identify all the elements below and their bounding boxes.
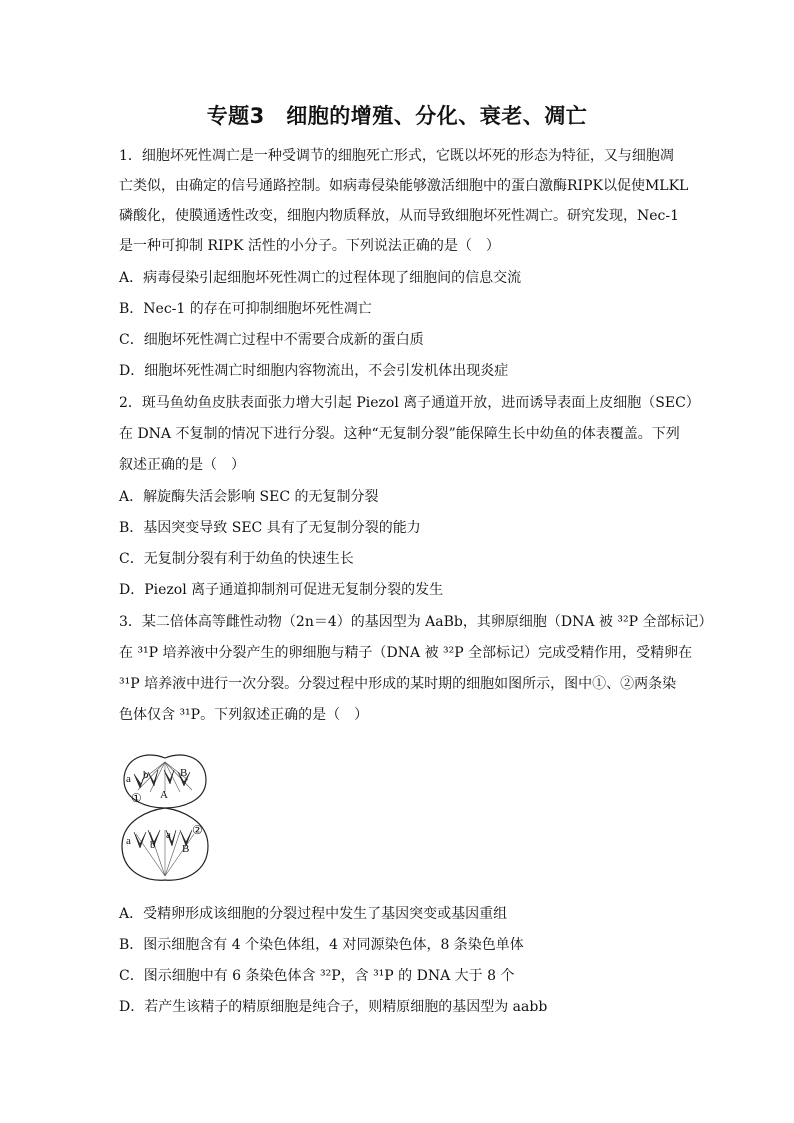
q1-line-3: 磷酸化，使膜通透性改变，细胞内物质释放，从而导致细胞坏死性凋亡。研究发现，Nec-1 <box>119 208 680 224</box>
label-bot-a-mid: a <box>166 829 171 841</box>
q1-line-1: 1．细胞坏死性凋亡是一种受调节的细胞死亡形式，它既以坏死的形态为特征，又与细胞凋 <box>119 148 674 164</box>
page-title: 专题3 细胞的增殖、分化、衰老、凋亡 <box>206 104 588 128</box>
q2-option-b: B．基因突变导致 SEC 具有了无复制分裂的能力 <box>119 520 421 536</box>
q3-line-3: ³¹P 培养液中进行一次分裂。分裂过程中形成的某时期的细胞如图所示，图中①、②两条染 <box>119 676 677 692</box>
label-bot-a-left: a <box>126 835 131 847</box>
q2-line-2: 在 DNA 不复制的情况下进行分裂。这种“无复制分裂”能保障生长中幼鱼的体表覆盖。下列 <box>119 426 680 442</box>
label-top-b: b <box>143 769 149 781</box>
q1-line-2: 亡类似，由确定的信号通路控制。如病毒侵染能够激活细胞中的蛋白激酶RIPK以促使MLKL <box>119 178 689 194</box>
label-circle-2: ② <box>192 823 203 837</box>
q3-line-1: 3．某二倍体高等雌性动物（2n＝4）的基因型为 AaBb，其卵原细胞（DNA 被 ³²P 全部标记） <box>119 614 713 630</box>
q3-line-4: 色体仅含 ³¹P。下列叙述正确的是（ ） <box>119 707 369 723</box>
q2-option-a: A．解旋酶失活会影响 SEC 的无复制分裂 <box>119 489 379 505</box>
cell-division-figure <box>120 748 210 886</box>
q3-option-d: D．若产生该精子的精原细胞是纯合子，则精原细胞的基因型为 aabb <box>119 999 548 1015</box>
q2-option-c: C．无复制分裂有利于幼鱼的快速生长 <box>119 551 354 567</box>
label-top-B: B <box>180 767 188 779</box>
q2-line-3: 叙述正确的是（ ） <box>119 457 245 473</box>
q2-option-d: D．Piezol 离子通道抑制剂可促进无复制分裂的发生 <box>119 582 444 598</box>
q3-option-c: C．图示细胞中有 6 条染色体含 ³²P，含 ³¹P 的 DNA 大于 8 个 <box>119 968 515 984</box>
q1-option-b: B．Nec-1 的存在可抑制细胞坏死性凋亡 <box>119 301 372 317</box>
label-bot-b: b <box>150 839 156 851</box>
label-circle-1: ① <box>131 791 142 805</box>
q1-option-d: D．细胞坏死性凋亡时细胞内容物流出，不会引发机体出现炎症 <box>119 363 509 379</box>
label-bot-B: B <box>182 843 190 855</box>
q2-line-1: 2．斑马鱼幼鱼皮肤表面张力增大引起 Piezol 离子通道开放，进而诱导表面上皮细胞（SEC） <box>119 395 700 411</box>
label-top-a: a <box>126 773 131 785</box>
label-top-A: A <box>160 789 168 801</box>
q3-option-b: B．图示细胞含有 4 个染色体组，4 对同源染色体，8 条染色单体 <box>119 937 524 953</box>
q1-option-a: A．病毒侵染引起细胞坏死性凋亡的过程体现了细胞间的信息交流 <box>119 270 522 286</box>
q1-option-c: C．细胞坏死性凋亡过程中不需要合成新的蛋白质 <box>119 332 424 348</box>
q3-line-2: 在 ³¹P 培养液中分裂产生的卵细胞与精子（DNA 被 ³²P 全部标记）完成受精作用，受精卵在 <box>119 645 693 661</box>
q3-option-a: A．受精卵形成该细胞的分裂过程中发生了基因突变或基因重组 <box>119 906 508 922</box>
q1-line-4: 是一种可抑制 RIPK 活性的小分子。下列说法正确的是（ ） <box>119 238 500 254</box>
